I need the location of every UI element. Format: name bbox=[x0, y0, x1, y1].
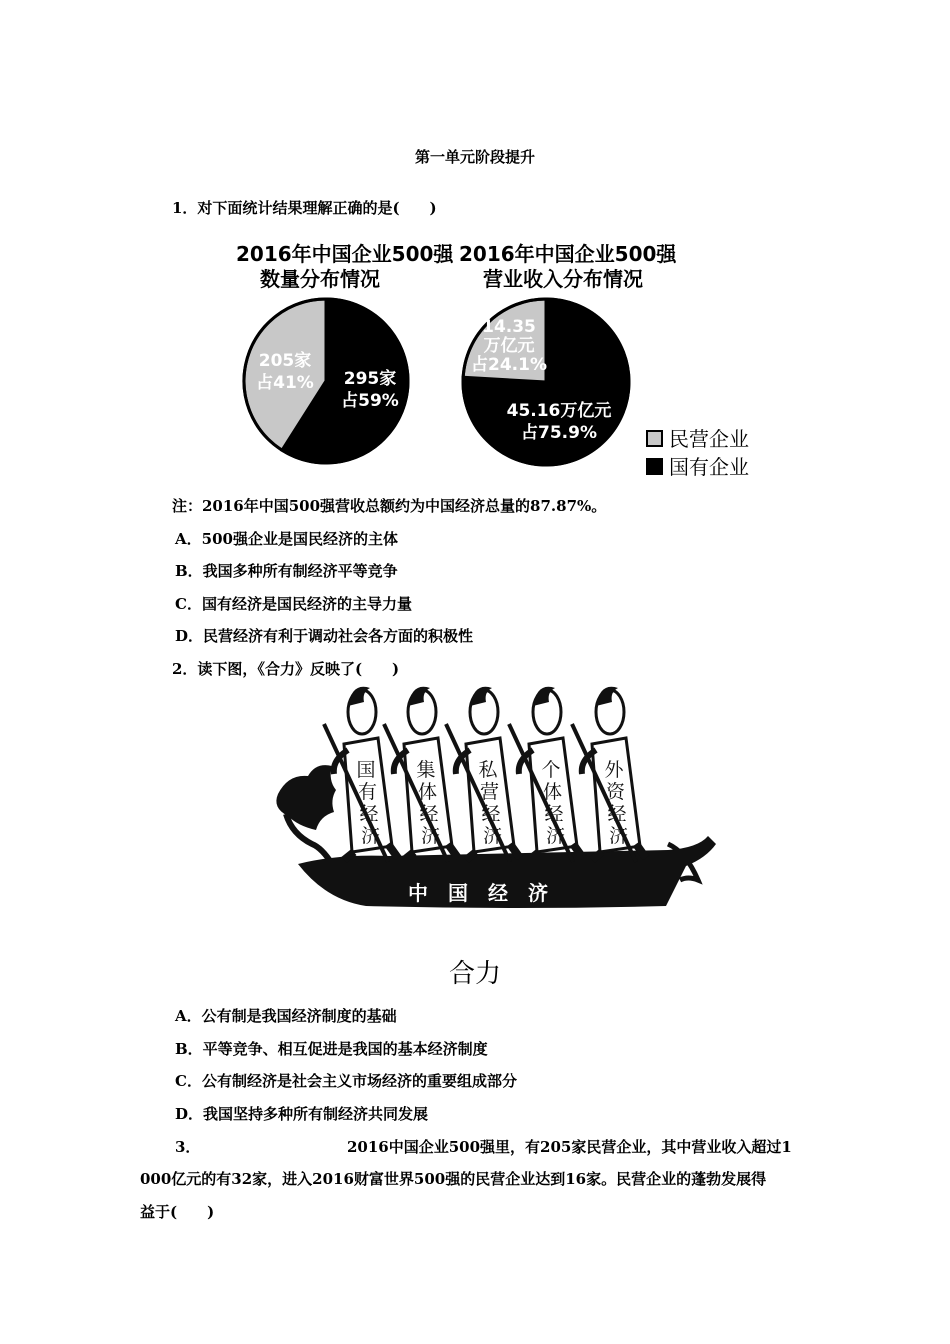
rower-4 bbox=[572, 687, 646, 862]
rower-0-char-3: 济 bbox=[360, 825, 381, 847]
pie2-state-label-line2: 占75.9% bbox=[521, 423, 597, 443]
rower-3 bbox=[509, 687, 583, 862]
q1-option-b: B．我国多种所有制经济平等竞争 bbox=[175, 562, 398, 580]
pie2-state-label-line1: 45.16万亿元 bbox=[506, 401, 612, 421]
question-1-note: 注：2016年中国500强营收总额约为中国经济总量的87.87%。 bbox=[172, 497, 607, 515]
rower-4-char-1: 资 bbox=[605, 781, 626, 803]
question-3-number: 3． bbox=[175, 1138, 201, 1156]
pie1-private-label-line2: 占41% bbox=[256, 373, 314, 393]
rower-2-char-2: 经 bbox=[481, 803, 501, 825]
question-3-line2: 000亿元的有32家，进入2016财富世界500强的民营企业达到16家。民营企业的蓬勃发展得 bbox=[140, 1170, 767, 1188]
rower-2-char-0: 私 bbox=[478, 759, 498, 781]
rower-4-char-2: 经 bbox=[607, 803, 627, 825]
pie1-private-label bbox=[250, 350, 320, 394]
rower-2-char-3: 济 bbox=[482, 825, 503, 847]
legend-state-label: 国有企业 bbox=[669, 455, 749, 479]
pie1-state-label-line2: 占59% bbox=[341, 391, 399, 411]
rower-3-char-1: 体 bbox=[542, 781, 563, 803]
question-2-stem: 2．读下图，《合力》反映了( ) bbox=[172, 660, 400, 678]
rower-1-char-3: 济 bbox=[420, 825, 441, 847]
rower-4-char-0: 外 bbox=[604, 759, 624, 781]
legend-private bbox=[646, 423, 749, 452]
page-title: 第一单元阶段提升 bbox=[414, 148, 535, 166]
question-1-stem: 1．对下面统计结果理解正确的是( ) bbox=[172, 199, 437, 217]
illustration-caption: 合力 bbox=[448, 959, 501, 989]
q1-option-d: D．民营经济有利于调动社会各方面的积极性 bbox=[175, 627, 474, 645]
question-3-line1: 2016中国企业500强里，有205家民营企业，其中营业收入超过1 bbox=[347, 1138, 792, 1156]
pie2-caption bbox=[459, 242, 676, 292]
pie2-private-label bbox=[468, 318, 550, 375]
pie2-caption-line1: 2016年中国企业500强 bbox=[459, 242, 677, 266]
rower-0-char-2: 经 bbox=[359, 803, 379, 825]
pie1-caption bbox=[236, 242, 453, 292]
rower-0 bbox=[324, 687, 398, 862]
rower-1-char-1: 体 bbox=[417, 781, 438, 803]
pie2-caption-line2: 营业收入分布情况 bbox=[483, 267, 643, 291]
rower-0-char-0: 国 bbox=[356, 759, 376, 781]
rower-2 bbox=[446, 687, 520, 862]
q2-option-c: C．公有制经济是社会主义市场经济的重要组成部分 bbox=[175, 1072, 517, 1090]
pie2-state-label bbox=[494, 400, 624, 444]
pie2-private-label-line2: 万亿元 bbox=[483, 336, 535, 356]
legend-private-swatch bbox=[646, 430, 663, 447]
boat-label: 中 国 经 济 bbox=[408, 881, 548, 905]
legend-state bbox=[646, 451, 749, 480]
rower-1-char-0: 集 bbox=[416, 759, 436, 781]
rower-4-char-3: 济 bbox=[608, 825, 629, 847]
rower-3-char-2: 经 bbox=[544, 803, 564, 825]
q2-option-b: B．平等竞争、相互促进是我国的基本经济制度 bbox=[175, 1040, 488, 1058]
pie2-private-label-line3: 占24.1% bbox=[471, 355, 547, 375]
rower-0-char-1: 有 bbox=[357, 781, 378, 803]
pie1-caption-line2: 数量分布情况 bbox=[260, 267, 380, 291]
dragon-boat-illustration bbox=[268, 684, 718, 944]
rower-1-char-2: 经 bbox=[419, 803, 439, 825]
legend-private-label: 民营企业 bbox=[669, 427, 749, 451]
rower-3-char-0: 个 bbox=[541, 759, 561, 781]
q1-option-a: A．500强企业是国民经济的主体 bbox=[175, 530, 398, 548]
pie1-private-label-line1: 205家 bbox=[258, 351, 312, 371]
pie1-caption-line1: 2016年中国企业500强 bbox=[236, 242, 454, 266]
legend-state-swatch bbox=[646, 458, 663, 475]
q2-option-d: D．我国坚持多种所有制经济共同发展 bbox=[175, 1105, 429, 1123]
pie2-private-label-line1: 14.35 bbox=[482, 317, 536, 337]
rower-2-char-1: 营 bbox=[479, 781, 500, 803]
rower-1 bbox=[384, 687, 458, 862]
pie1-state-label-line1: 295家 bbox=[343, 369, 397, 389]
q2-option-a: A．公有制是我国经济制度的基础 bbox=[175, 1007, 397, 1025]
rower-3-char-3: 济 bbox=[545, 825, 566, 847]
question-3-line3: 益于( ) bbox=[140, 1203, 215, 1221]
q1-option-c: C．国有经济是国民经济的主导力量 bbox=[175, 595, 412, 613]
pie1-state-label bbox=[330, 368, 410, 412]
